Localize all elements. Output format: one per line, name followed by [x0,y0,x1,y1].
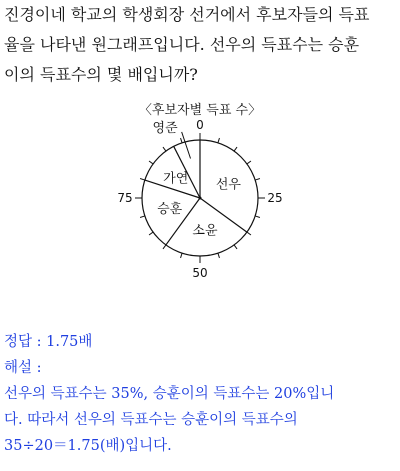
scale-tick [234,245,237,249]
slice-label: 선우 [215,177,241,193]
scale-tick [163,147,166,151]
scale-tick [181,138,183,143]
scale-tick [140,179,145,181]
answer-section [4,329,396,459]
scale-tick [218,138,220,143]
scale-tick [218,253,220,258]
scale-tick [181,253,183,258]
pie-chart [100,118,300,278]
slice-label: 소윤 [192,223,218,239]
chart-title: 〈후보자별 득표 수〉 [138,103,262,118]
scale-tick [149,161,153,164]
scale-label: 50 [192,266,208,278]
scale-label: 25 [267,191,283,205]
scale-tick [247,161,251,164]
question-line: 이의 득표수의 몇 배입니까? [4,65,198,84]
explanation-line: 35÷20＝1.75(배)입니다. [4,438,172,454]
scale-label: 0 [196,118,204,132]
scale-tick [247,232,251,235]
explanation-label: 해설 : [4,360,42,376]
scale-tick [149,232,153,235]
question-line: 진경이네 학교의 학생회장 선거에서 후보자들의 득표 [4,5,370,24]
scale-label: 75 [117,191,133,205]
slice-label: 영준 [152,120,178,136]
slice-label: 승훈 [157,201,183,217]
pie-center [199,197,202,200]
explanation-line: 선우의 득표수는 35%, 승훈이의 득표수는 20%입니 [4,386,335,402]
explanation-line: 다. 따라서 선우의 득표수는 승훈이의 득표수의 [4,412,298,428]
answer-line: 정답 : 1.75배 [4,334,93,350]
scale-tick [140,216,145,218]
slice-label: 가연 [163,171,189,187]
question-line: 율을 나타낸 원그래프입니다. 선우의 득표수는 승훈 [4,35,360,54]
scale-tick [234,147,237,151]
scale-tick [255,216,260,218]
question-text [4,0,396,90]
scale-tick [163,245,166,249]
scale-tick [255,179,260,181]
leader-line [182,132,191,159]
